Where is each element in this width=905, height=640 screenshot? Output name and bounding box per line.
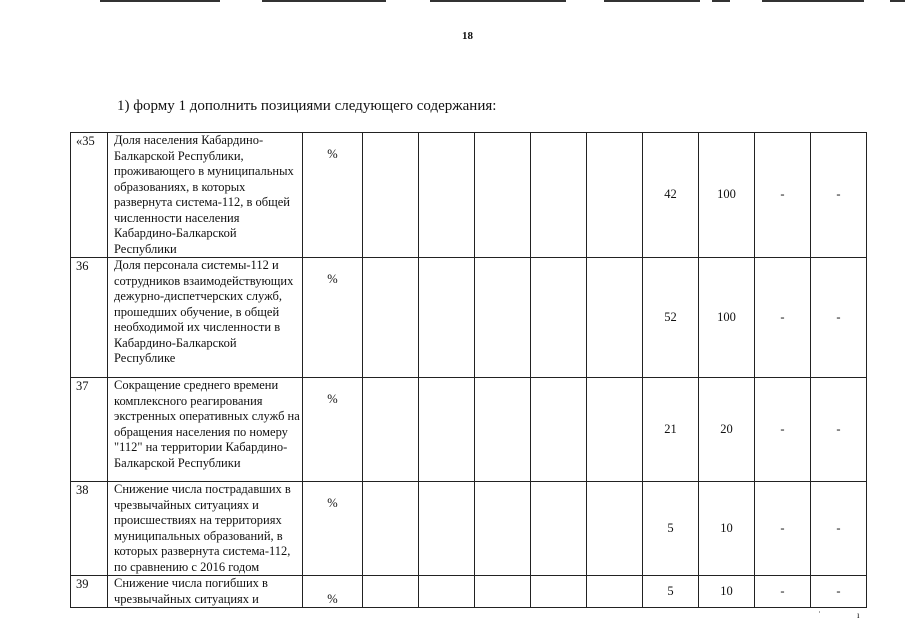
empty-cell xyxy=(419,482,475,576)
indicators-table xyxy=(70,132,867,608)
empty-cell xyxy=(363,378,419,482)
empty-cell xyxy=(587,258,643,378)
table-row xyxy=(71,576,867,608)
value-cell: 42 xyxy=(643,133,699,258)
value-cell: 5 xyxy=(643,576,699,608)
empty-cell xyxy=(475,482,531,576)
value-cell: 10 xyxy=(699,482,755,576)
empty-cell xyxy=(363,133,419,258)
empty-cell xyxy=(363,576,419,608)
value-cell: 52 xyxy=(643,258,699,378)
table-row xyxy=(71,378,867,482)
top-rule xyxy=(712,0,730,2)
empty-cell xyxy=(531,576,587,608)
empty-cell xyxy=(531,133,587,258)
empty-cell xyxy=(363,258,419,378)
top-rule xyxy=(262,0,386,2)
value-cell: - xyxy=(811,133,867,258)
page-number: 18 xyxy=(462,30,473,42)
empty-cell xyxy=(475,576,531,608)
empty-cell xyxy=(587,378,643,482)
top-rule xyxy=(890,0,905,2)
indicator-name: Снижение числа пострадавших в чрезвычайных ситуациях и происшествиях на территориях муниципальных образований, в которых развернута система-112, по сравнению с 2016 годом xyxy=(108,482,303,576)
empty-cell xyxy=(419,133,475,258)
table-row xyxy=(71,258,867,378)
value-cell: - xyxy=(811,378,867,482)
empty-cell xyxy=(363,482,419,576)
empty-cell xyxy=(587,133,643,258)
empty-cell xyxy=(475,258,531,378)
value-cell: - xyxy=(811,482,867,576)
value-cell: 10 xyxy=(699,576,755,608)
empty-cell xyxy=(587,576,643,608)
indicator-name: Доля персонала системы-112 и сотрудников взаимодействующих дежурно-диспетчерских служб, прошедших обучение, в общей необходимой их численности в Кабардино-Балкарской Республике xyxy=(108,258,303,378)
top-rule xyxy=(430,0,566,2)
intro-paragraph: 1) форму 1 дополнить позициями следующего содержания: xyxy=(117,98,497,114)
scan-speck: ı xyxy=(857,610,860,620)
value-cell: 100 xyxy=(699,133,755,258)
empty-cell xyxy=(587,482,643,576)
unit-cell: % xyxy=(303,576,363,608)
empty-cell xyxy=(475,378,531,482)
value-cell: 5 xyxy=(643,482,699,576)
empty-cell xyxy=(531,482,587,576)
indicator-name: Снижение числа погибших в чрезвычайных ситуациях и xyxy=(108,576,303,608)
value-cell: - xyxy=(755,133,811,258)
unit-cell: % xyxy=(303,378,363,482)
empty-cell xyxy=(419,378,475,482)
scan-speck: ʿ xyxy=(818,610,821,620)
unit-cell: % xyxy=(303,133,363,258)
top-rule xyxy=(100,0,220,2)
indicator-name: Доля населения Кабардино-Балкарской Республики, проживающего в муниципальных образованиях, в которых развернута система-112, в общей численности населения Кабардино-Балкарской Республики xyxy=(108,133,303,258)
empty-cell xyxy=(531,378,587,482)
unit-cell: % xyxy=(303,482,363,576)
table-row xyxy=(71,133,867,258)
empty-cell xyxy=(531,258,587,378)
row-number: 37 xyxy=(71,378,108,482)
row-number: «35 xyxy=(71,133,108,258)
value-cell: 20 xyxy=(699,378,755,482)
empty-cell xyxy=(475,133,531,258)
empty-cell xyxy=(419,258,475,378)
row-number: 38 xyxy=(71,482,108,576)
value-cell: - xyxy=(755,378,811,482)
top-rule xyxy=(762,0,864,2)
value-cell: 21 xyxy=(643,378,699,482)
empty-cell xyxy=(419,576,475,608)
value-cell: - xyxy=(811,258,867,378)
row-number: 39 xyxy=(71,576,108,608)
value-cell: - xyxy=(755,576,811,608)
row-number: 36 xyxy=(71,258,108,378)
top-rule xyxy=(604,0,700,2)
value-cell: - xyxy=(755,482,811,576)
value-cell: - xyxy=(755,258,811,378)
indicator-name: Сокращение среднего времени комплексного реагирования экстренных оперативных служб на обращения населения по номеру "112" на территории Кабардино-Балкарской Республики xyxy=(108,378,303,482)
table-row xyxy=(71,482,867,576)
value-cell: - xyxy=(811,576,867,608)
unit-cell: % xyxy=(303,258,363,378)
value-cell: 100 xyxy=(699,258,755,378)
